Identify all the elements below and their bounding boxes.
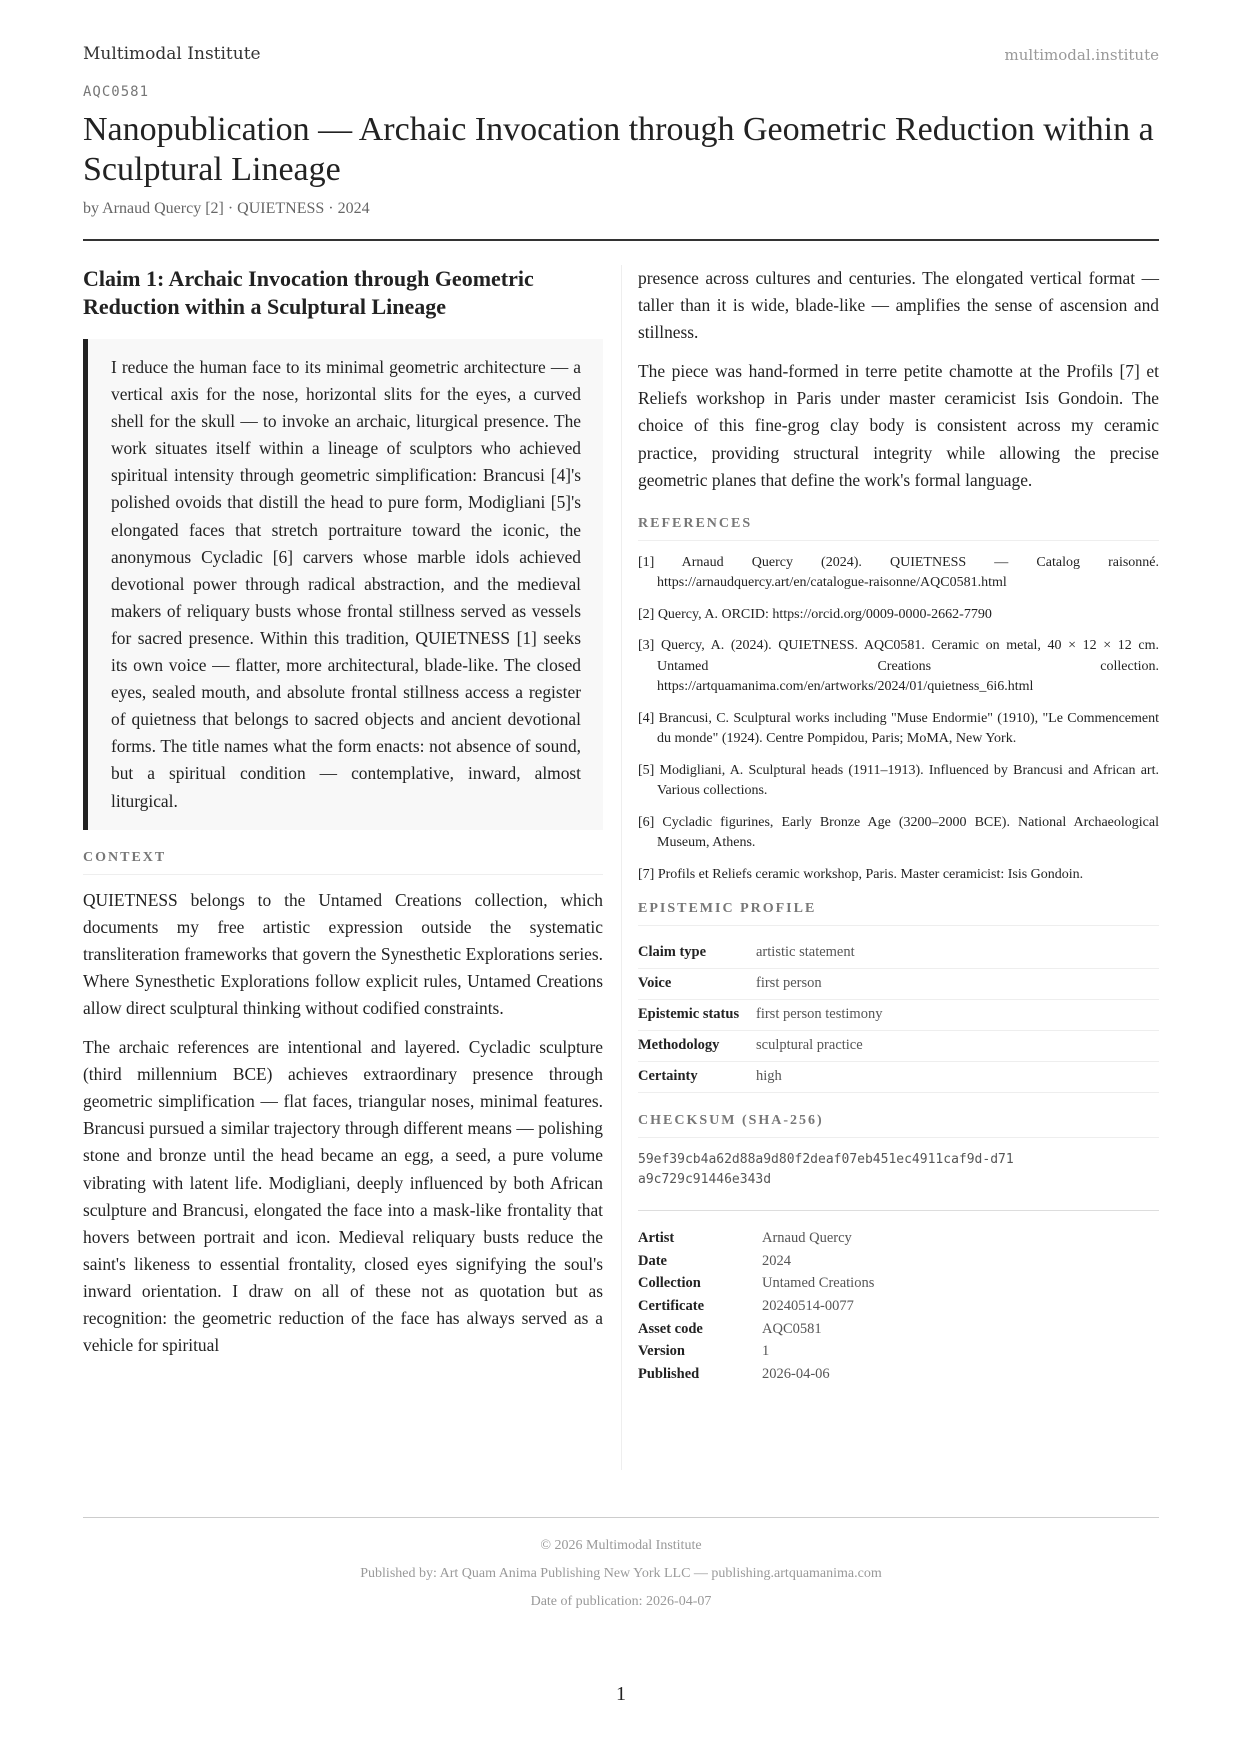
- table-row: [638, 1318, 874, 1341]
- row-value: artistic statement: [756, 938, 1159, 969]
- footer-publisher: Published by: Art Quam Anima Publishing New York LLC — publishing.artquamanima.com: [360, 1566, 882, 1581]
- checksum-value: 59ef39cb4a62d88a9d80f2deaf07eb451ec4911caf9d-d71a9c729c91446e343d: [638, 1152, 1014, 1188]
- meta-divider: [638, 1210, 1159, 1211]
- row-value: high: [756, 1062, 1159, 1093]
- reference-item[interactable]: [1] Arnaud Quercy (2024). QUIETNESS — Catalog raisonné. https://arnaudquercy.art/en/catalogue-raisonne/AQC0581.html: [638, 554, 1159, 591]
- left-column: [83, 265, 603, 1371]
- row-key: Version: [638, 1343, 685, 1360]
- document-page: [83, 0, 1159, 1754]
- row-value: 1: [762, 1343, 770, 1360]
- context-paragraph: QUIETNESS belongs to the Untamed Creations collection, which documents my free artistic expression outside the systematic transliteration frameworks that govern the Synesthetic Explorations series. Where Synesthetic Explorations follow explicit rules, Untamed Creations allow direct sculptural thinking without codified constraints.: [83, 889, 603, 1018]
- checksum-heading: CHECKSUM (SHA-256): [638, 1113, 1159, 1138]
- site-link[interactable]: multimodal.institute: [1004, 46, 1159, 64]
- row-key: Artist: [638, 1230, 675, 1247]
- references-heading: REFERENCES: [638, 516, 1159, 541]
- footer-date: Date of publication: 2026-04-07: [530, 1594, 712, 1609]
- epistemic-table: [638, 938, 1159, 1093]
- metadata-table: [638, 1227, 874, 1385]
- table-row: [638, 1295, 874, 1318]
- row-value: 20240514-0077: [762, 1298, 854, 1315]
- table-row: [638, 1250, 874, 1273]
- reference-item[interactable]: [3] Quercy, A. (2024). QUIETNESS. AQC0581. Ceramic on metal, 40 × 12 × 12 cm. Untamed Creations collection. https://artquamanima.com/en/artworks/2024/01/quietness_6i6.html: [638, 638, 1159, 695]
- row-key: Asset code: [638, 1320, 703, 1337]
- footer-copyright: © 2026 Multimodal Institute: [540, 1538, 702, 1553]
- reference-item: [7] Profils et Reliefs ceramic workshop, Paris. Master ceramicist: Isis Gondoin.: [638, 866, 1084, 882]
- row-key: Epistemic status: [638, 1000, 756, 1031]
- context-paragraph: presence across cultures and centuries. The elongated vertical format — taller than it is wide, blade-like — amplifies the sense of ascension and stillness.: [638, 268, 1159, 343]
- row-key: Published: [638, 1365, 700, 1382]
- page-number: 1: [616, 1683, 626, 1705]
- table-row: [638, 1000, 1159, 1031]
- page-title: Nanopublication — Archaic Invocation through Geometric Reduction within a Sculptural Lineage: [83, 111, 1154, 188]
- table-row: [638, 1340, 874, 1363]
- context-paragraph: The archaic references are intentional and layered. Cycladic sculpture (third millennium BCE) achieves extraordinary presence through geometric simplification — flat faces, triangular noses, minimal features. Brancusi pursued a similar trajectory through different means — polishing stone and bronze until the head became an egg, a seed, a pure volume vibrating with latent life. Modigliani, deeply influenced by both African sculpture and Brancusi, elongated the face into a mask-like frontality that hovers between portrait and icon. Medieval reliquary busts reduce the saint's likeness to essential frontality, closed eyes signifying the soul's inward orientation. I draw on all of these not as quotation but as recognition: the geometric reduction of the face has always served as a vehicle for spiritual: [83, 1037, 603, 1356]
- header-divider: [83, 239, 1159, 241]
- row-key: Date: [638, 1252, 667, 1269]
- table-row: [638, 1062, 1159, 1093]
- context-paragraph: The piece was hand-formed in terre petite chamotte at the Profils [7] et Reliefs workshop in Paris under master ceramicist Isis Gondoin. The choice of this fine-grog clay body is consistent across my ceramic practice, providing structural integrity while allowing the precise geometric planes that define the work's formal language.: [638, 361, 1159, 490]
- context-heading: CONTEXT: [83, 850, 603, 875]
- row-value: Arnaud Quercy: [762, 1230, 852, 1247]
- claim-quote: I reduce the human face to its minimal geometric architecture — a vertical axis for the nose, horizontal slits for the eyes, a curved shell for the skull — to invoke an archaic, liturgical presence. The work situates itself within a lineage of sculptors who achieved spiritual intensity through geometric simplification: Brancusi [4]'s polished ovoids that distill the head to pure form, Modigliani [5]'s elongated faces that stretch portraiture toward the iconic, the anonymous Cycladic [6] carvers whose marble idols achieved devotional power through radical abstraction, and the medieval makers of reliquary busts whose frontal stillness served as vessels for sacred presence. Within this tradition, QUIETNESS [1] seeks its own voice — flatter, more architectural, blade-like. The closed eyes, sealed mouth, and absolute frontal stillness access a register of quietness that belongs to sacred objects and ancient devotional forms. The title names what the form enacts: not absence of sound, but a spiritual condition — contemplative, inward, almost liturgical.: [83, 339, 603, 830]
- row-key: Claim type: [638, 938, 756, 969]
- row-value: AQC0581: [762, 1320, 822, 1337]
- reference-item: [4] Brancusi, C. Sculptural works including "Muse Endormie" (1910), "Le Commencement du monde" (1924). Centre Pompidou, Paris; MoMA, New York.: [638, 710, 1159, 747]
- table-row: [638, 1031, 1159, 1062]
- row-value: 2024: [762, 1252, 791, 1269]
- table-row: [638, 1227, 874, 1250]
- row-value: first person: [756, 969, 1159, 1000]
- row-value: first person testimony: [756, 1000, 1159, 1031]
- table-row: [638, 969, 1159, 1000]
- reference-item[interactable]: [2] Quercy, A. ORCID: https://orcid.org/0009-0000-2662-7790: [638, 606, 992, 622]
- row-key: Certainty: [638, 1062, 756, 1093]
- reference-item: [5] Modigliani, A. Sculptural heads (1911–1913). Influenced by Brancusi and African art. Various collections.: [638, 762, 1159, 799]
- byline: by Arnaud Quercy [2] · QUIETNESS · 2024: [83, 200, 370, 217]
- claim-heading: Claim 1: Archaic Invocation through Geometric Reduction within a Sculptural Lineage: [83, 266, 534, 319]
- row-key: Methodology: [638, 1031, 756, 1062]
- table-row: [638, 1272, 874, 1295]
- institute-name: Multimodal Institute: [83, 44, 261, 64]
- references-list: [638, 553, 1159, 886]
- column-divider: [621, 265, 622, 1470]
- asset-code: AQC0581: [83, 84, 150, 100]
- epistemic-heading: EPISTEMIC PROFILE: [638, 901, 1159, 926]
- row-value: 2026-04-06: [762, 1365, 830, 1382]
- table-row: [638, 1363, 874, 1386]
- row-key: Voice: [638, 969, 756, 1000]
- row-value: Untamed Creations: [762, 1275, 875, 1292]
- right-column: [638, 265, 1159, 1385]
- row-key: Collection: [638, 1275, 701, 1292]
- reference-item: [6] Cycladic figurines, Early Bronze Age (3200–2000 BCE). National Archaeological Museum, Athens.: [638, 814, 1159, 851]
- row-value: sculptural practice: [756, 1031, 1159, 1062]
- top-bar: [83, 44, 1159, 68]
- row-key: Certificate: [638, 1298, 705, 1315]
- footer-divider: [83, 1517, 1159, 1518]
- table-row: [638, 938, 1159, 969]
